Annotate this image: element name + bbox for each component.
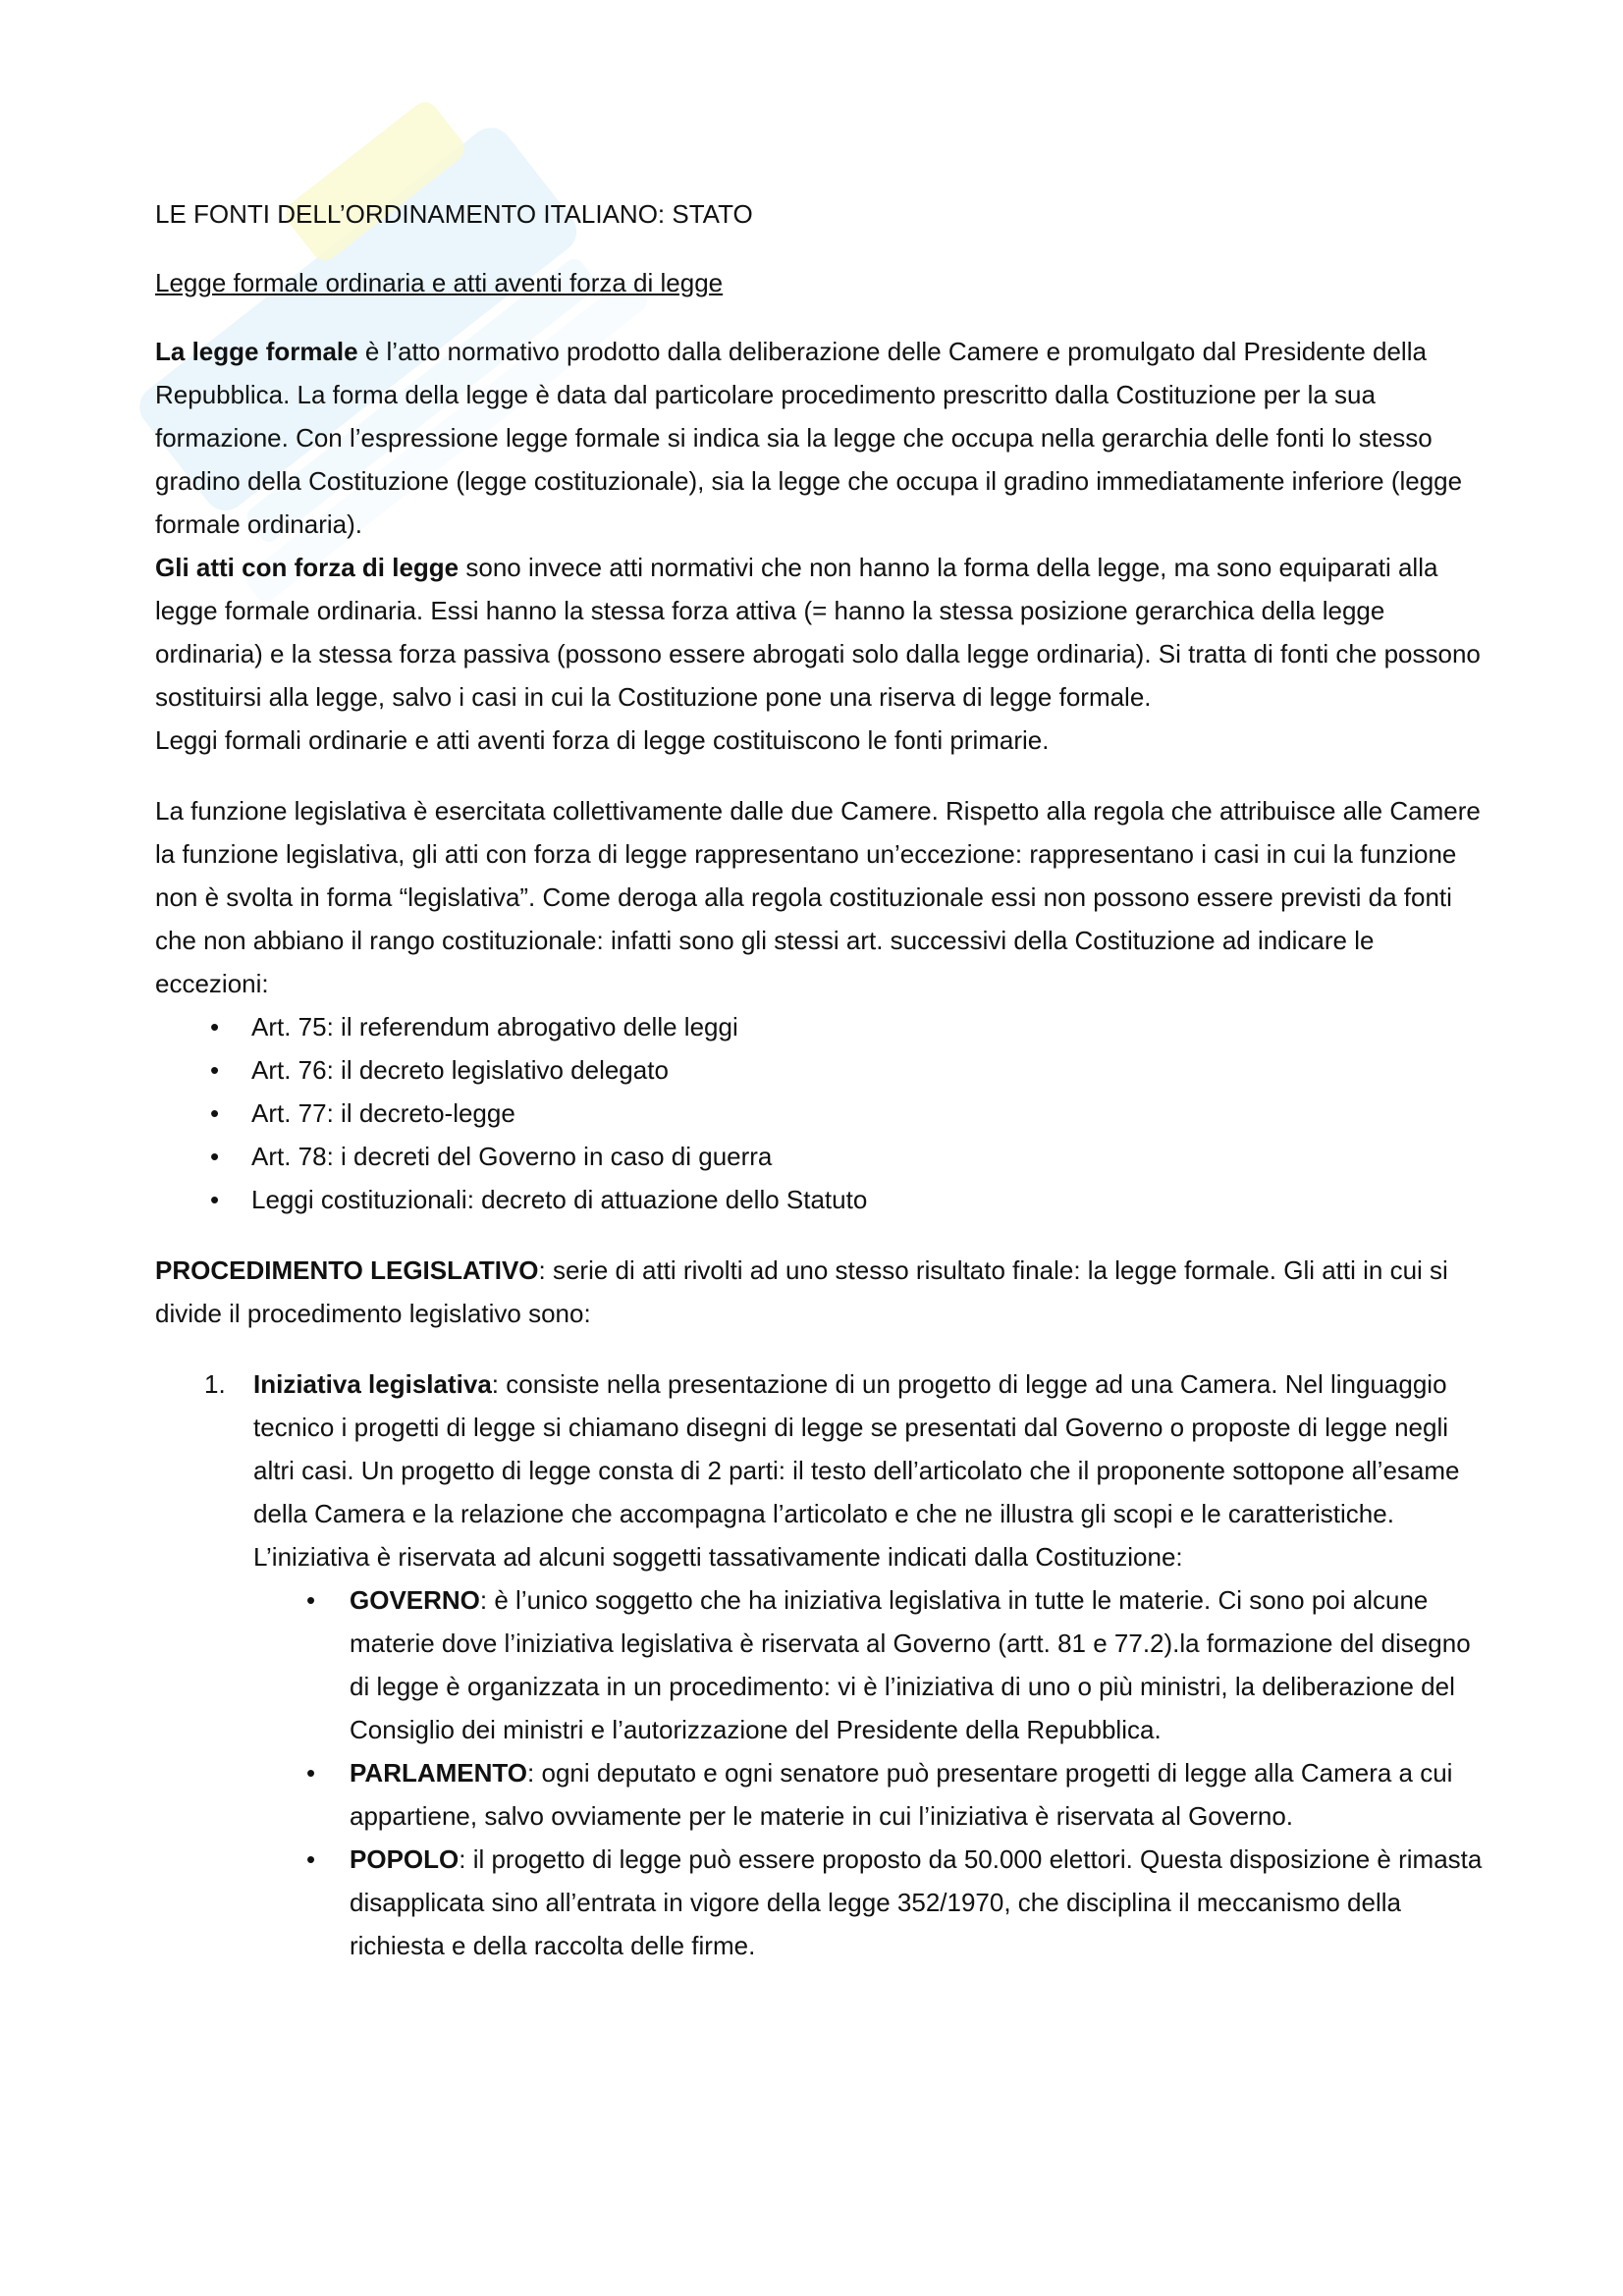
- step-item: [155, 1362, 1490, 1967]
- subject-item-parlamento: [302, 1751, 1490, 1838]
- paragraph-text: è l’atto normativo prodotto dalla deliberazione delle Camere e promulgato dal Presidente della Repubblica. La forma della legge è data dal particolare procedimento prescritto dalla Costituzione per la sua formazione. Con l’espressione legge formale si indica sia la legge che occupa nella gerarchia delle fonti lo stesso gradino della Costituzione (legge costituzionale), sia la legge che occupa il gradino immediatamente inferiore (legge formale ordinaria).: [155, 337, 1463, 539]
- subject-text: : ogni deputato e ogni senatore può presentare progetti di legge alla Camera a cui appartiene, salvo ovviamente per le materie in cui l’iniziativa è riservata al Governo.: [350, 1758, 1453, 1831]
- list-item: • Leggi costituzionali: decreto di attuazione dello Statuto: [210, 1178, 1490, 1221]
- document-page: [155, 192, 1490, 1967]
- step-text: : consiste nella presentazione di un progetto di legge ad una Camera. Nel linguaggio tecnico i progetti di legge si chiamano disegni di legge se presentati dal Governo o proposte di legge negli altri casi. Un progetto di legge consta di 2 parti: il testo dell’articolato che il proponente sottopone all’esame della Camera e la relazione che accompagna l’articolato e che ne illustra gli scopi e le caratteristiche. L’iniziativa è riservata ad alcuni soggetti tassativamente indicati dalla Costituzione:: [253, 1369, 1460, 1572]
- subject-item-governo: [302, 1578, 1490, 1751]
- term-legge-formale: La legge formale: [155, 337, 358, 366]
- list-item: • Art. 78: i decreti del Governo in caso di guerra: [210, 1135, 1490, 1178]
- subject-label: GOVERNO: [350, 1585, 480, 1615]
- steps-list: [155, 1362, 1490, 1967]
- subject-text: : è l’unico soggetto che ha iniziativa legislativa in tutte le materie. Ci sono poi alcune materie dove l’iniziativa legislativa è riservata al Governo (artt. 81 e 77.2).la formazione del disegno di legge è organizzata in un procedimento: vi è l’iniziativa di uno o più ministri, la deliberazione del Consiglio dei ministri e l’autorizzazione del Presidente della Repubblica.: [350, 1585, 1471, 1744]
- paragraph-atti-forza-legge: [155, 546, 1490, 719]
- subject-label: PARLAMENTO: [350, 1758, 528, 1788]
- list-item: • Art. 75: il referendum abrogativo delle leggi: [210, 1005, 1490, 1048]
- paragraph-text: : serie di atti rivolti ad uno stesso risultato finale: la legge formale. Gli atti in cui si divide il procedimento legislativo sono:: [155, 1255, 1448, 1328]
- list-item: • Art. 77: il decreto-legge: [210, 1092, 1490, 1135]
- paragraph-procedimento: [155, 1249, 1490, 1335]
- subject-text: : il progetto di legge può essere proposto da 50.000 elettori. Questa disposizione è rimasta disapplicata sino all’entrata in vigore della legge 352/1970, che disciplina il meccanismo della richiesta e della raccolta delle firme.: [350, 1844, 1483, 1960]
- section-subtitle: Legge formale ordinaria e atti aventi forza di legge: [155, 268, 724, 297]
- exceptions-list: [155, 1005, 1490, 1221]
- subjects-list: [253, 1578, 1490, 1967]
- paragraph-text: sono invece atti normativi che non hanno la forma della legge, ma sono equiparati alla legge formale ordinaria. Essi hanno la stessa forza attiva (= hanno la stessa posizione gerarchica della legge ordinaria) e la stessa forza passiva (possono essere abrogati solo dalla legge ordinaria). Si tratta di fonti che possono sostituirsi alla legge, salvo i casi in cui la Costituzione pone una riserva di legge formale.: [155, 553, 1481, 712]
- list-item: • Art. 76: il decreto legislativo delegato: [210, 1048, 1490, 1092]
- step-number: 1.: [204, 1369, 226, 1399]
- term-atti-forza-legge: Gli atti con forza di legge: [155, 553, 460, 582]
- subject-label: POPOLO: [350, 1844, 460, 1874]
- subject-item-popolo: [302, 1838, 1490, 1967]
- paragraph-legge-formale: [155, 330, 1490, 546]
- page-title: LE FONTI DELL’ORDINAMENTO ITALIANO: STATO: [155, 199, 753, 229]
- step-title: Iniziativa legislativa: [253, 1369, 492, 1399]
- paragraph-fonti-primarie: Leggi formali ordinarie e atti aventi forza di legge costituiscono le fonti primarie.: [155, 725, 1050, 755]
- paragraph-funzione-legislativa: La funzione legislativa è esercitata collettivamente dalle due Camere. Rispetto alla regola che attribuisce alle Camere la funzione legislativa, gli atti con forza di legge rappresentano un’eccezione: rappresentano i casi in cui la funzione non è svolta in forma “legislativa”. Come deroga alla regola costituzionale essi non possono essere previsti da fonti che non abbiano il rango costituzionale: infatti sono gli stessi art. successivi della Costituzione ad indicare le eccezioni:: [155, 796, 1481, 998]
- term-procedimento-legislativo: PROCEDIMENTO LEGISLATIVO: [155, 1255, 539, 1285]
